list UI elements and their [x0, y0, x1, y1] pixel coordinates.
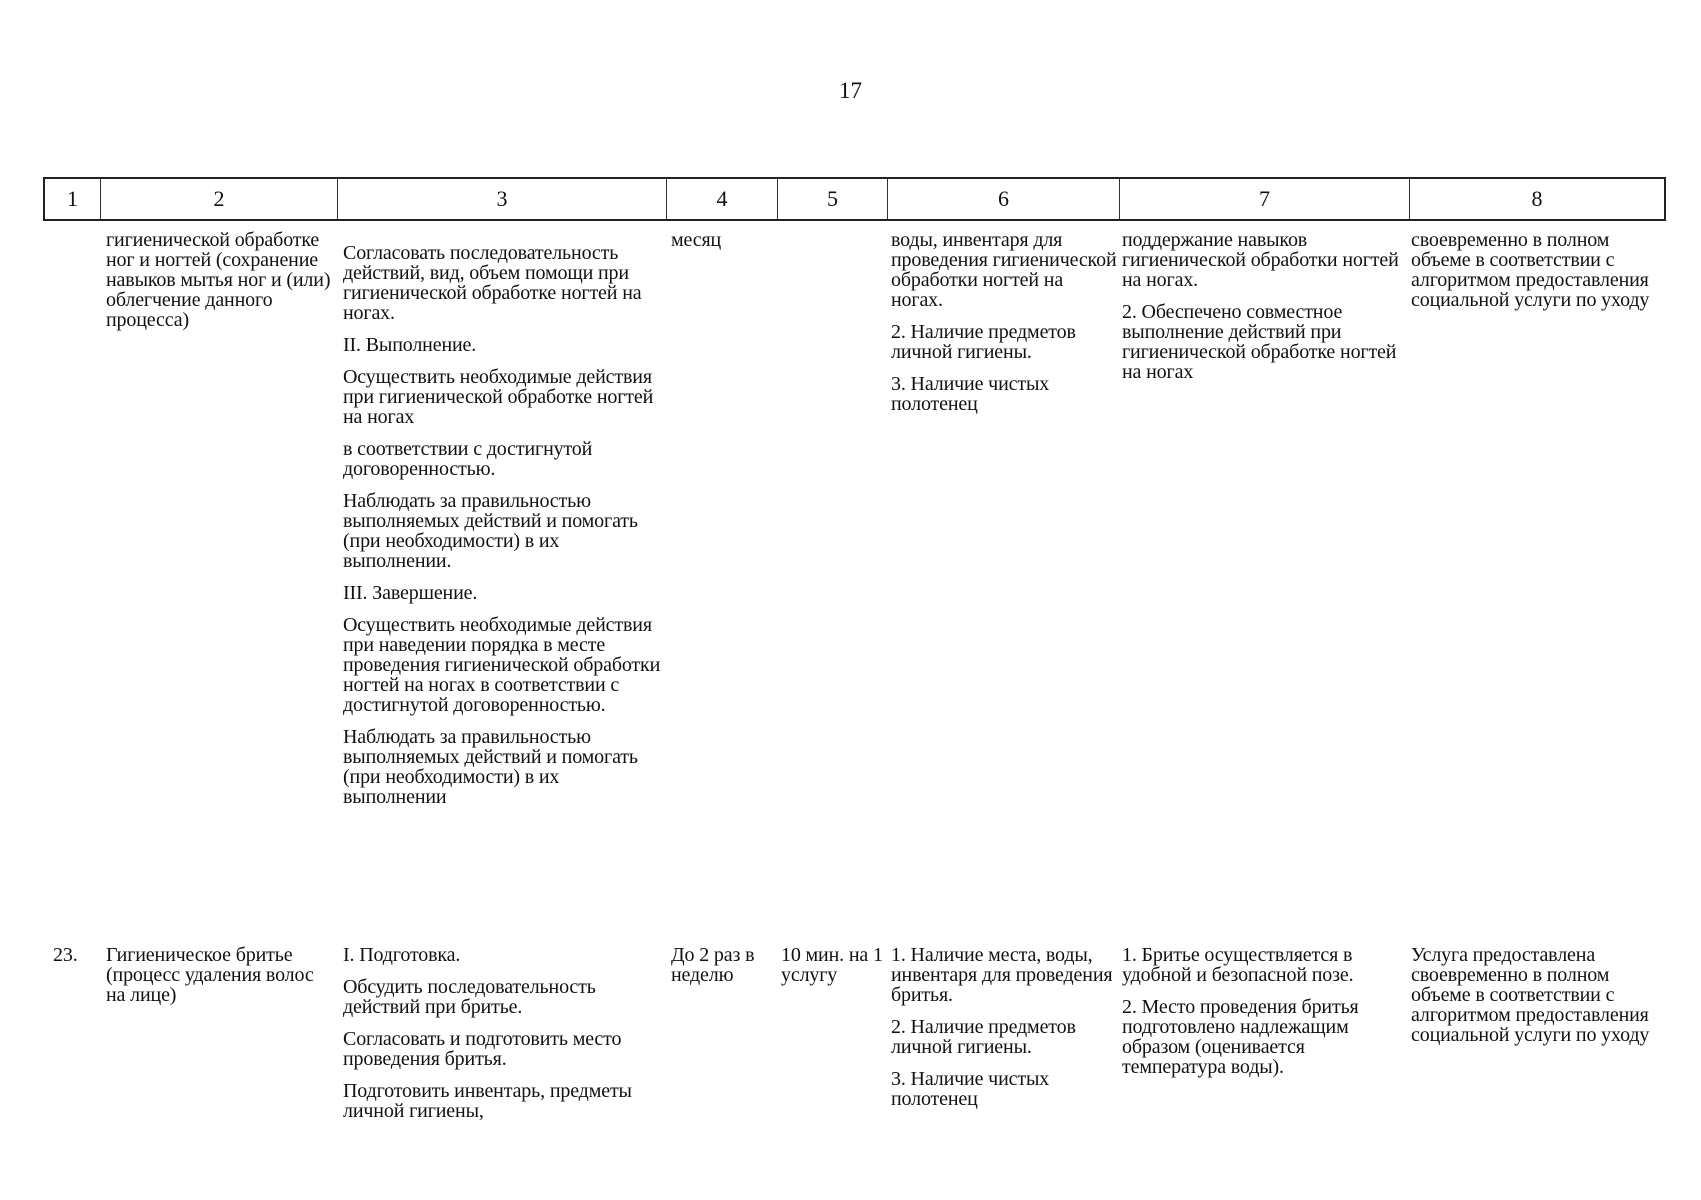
row1-actions	[343, 243, 665, 807]
column-header-2: 2	[101, 179, 338, 219]
row1-action-step: Согласовать последовательность действий, вид, объем помощи при гигиенической обработке ногтей на ногах.	[343, 242, 642, 324]
row1-action-step: III. Завершение.	[343, 582, 478, 604]
row2-result-item: 1. Бритье осуществляется в удобной и безопасной позе.	[1122, 944, 1354, 986]
row2-action-step: I. Подготовка.	[343, 944, 461, 966]
column-header-5: 5	[778, 179, 888, 219]
column-header-7: 7	[1120, 179, 1410, 219]
row2-condition-item: 2. Наличие предметов личной гигиены.	[891, 1016, 1076, 1058]
row1-action-step: II. Выполнение.	[343, 334, 477, 356]
row2-duration: 10 мин. на 1 услугу	[781, 944, 883, 986]
row2-conditions	[891, 945, 1119, 1109]
column-header-6: 6	[888, 179, 1120, 219]
row2-number: 23.	[53, 944, 78, 966]
column-header-4: 4	[667, 179, 778, 219]
row1-quality: своевременно в полном объеме в соответствии с алгоритмом предоставления социальной услуги по уходу	[1411, 229, 1650, 311]
row2-quality: Услуга предоставлена своевременно в полном объеме в соответствии с алгоритмом предоставления социальной услуги по уходу	[1411, 944, 1650, 1046]
row2-result-item: 2. Место проведения бритья подготовлено надлежащим образом (оценивается температура воды).	[1122, 996, 1359, 1078]
row1-condition-item: 3. Наличие чистых полотенец	[891, 373, 1050, 415]
column-header-8: 8	[1531, 186, 1543, 211]
column-header-1: 1	[45, 179, 101, 219]
row1-result-item: поддержание навыков гигиенической обработки ногтей на ногах.	[1122, 229, 1399, 291]
row2-results	[1122, 945, 1406, 1077]
row1-results	[1122, 230, 1406, 382]
row1-condition-item: 2. Наличие предметов личной гигиены.	[891, 321, 1076, 363]
table-header-row	[43, 177, 1666, 221]
row1-action-step: Наблюдать за правильностью выполняемых действий и помогать (при необходимости) в их выполнении.	[343, 490, 638, 572]
row2-frequency: До 2 раз в неделю	[671, 944, 755, 986]
row1-result-item: 2. Обеспечено совместное выполнение действий при гигиенической обработке ногтей на ногах	[1122, 301, 1397, 383]
row2-action-step: Подготовить инвентарь, предметы личной гигиены,	[343, 1080, 632, 1122]
row2-condition-item: 3. Наличие чистых полотенец	[891, 1068, 1050, 1110]
column-header-3: 3	[338, 179, 667, 219]
row2-actions	[343, 945, 673, 1121]
row1-action-step: Осуществить необходимые действия при наведении порядка в месте проведения гигиенической обработки ногтей на ногах в соответствии с достигнутой договоренностью.	[343, 614, 661, 716]
row1-conditions	[891, 230, 1119, 414]
row2-action-step: Согласовать и подготовить место проведения бритья.	[343, 1028, 622, 1070]
page-number: 17	[839, 78, 862, 103]
row1-service-name: гигиенической обработке ног и ногтей (сохранение навыков мытья ног и (или) облегчение данного процесса)	[106, 229, 331, 331]
row1-action-step: Наблюдать за правильностью выполняемых действий и помогать (при необходимости) в их выполнении	[343, 726, 638, 808]
row2-action-step: Обсудить последовательность действий при бритье.	[343, 976, 596, 1018]
row1-action-step: Осуществить необходимые действия при гигиенической обработке ногтей на ногах	[343, 366, 654, 428]
row1-action-step: в соответствии с достигнутой договоренностью.	[343, 438, 593, 480]
row2-condition-item: 1. Наличие места, воды, инвентаря для проведения бритья.	[891, 944, 1113, 1006]
row2-service-name: Гигиеническое бритье (процесс удаления волос на лице)	[106, 944, 314, 1006]
row1-condition-item: воды, инвентаря для проведения гигиенической обработки ногтей на ногах.	[891, 229, 1117, 311]
row1-frequency: месяц	[671, 229, 722, 251]
